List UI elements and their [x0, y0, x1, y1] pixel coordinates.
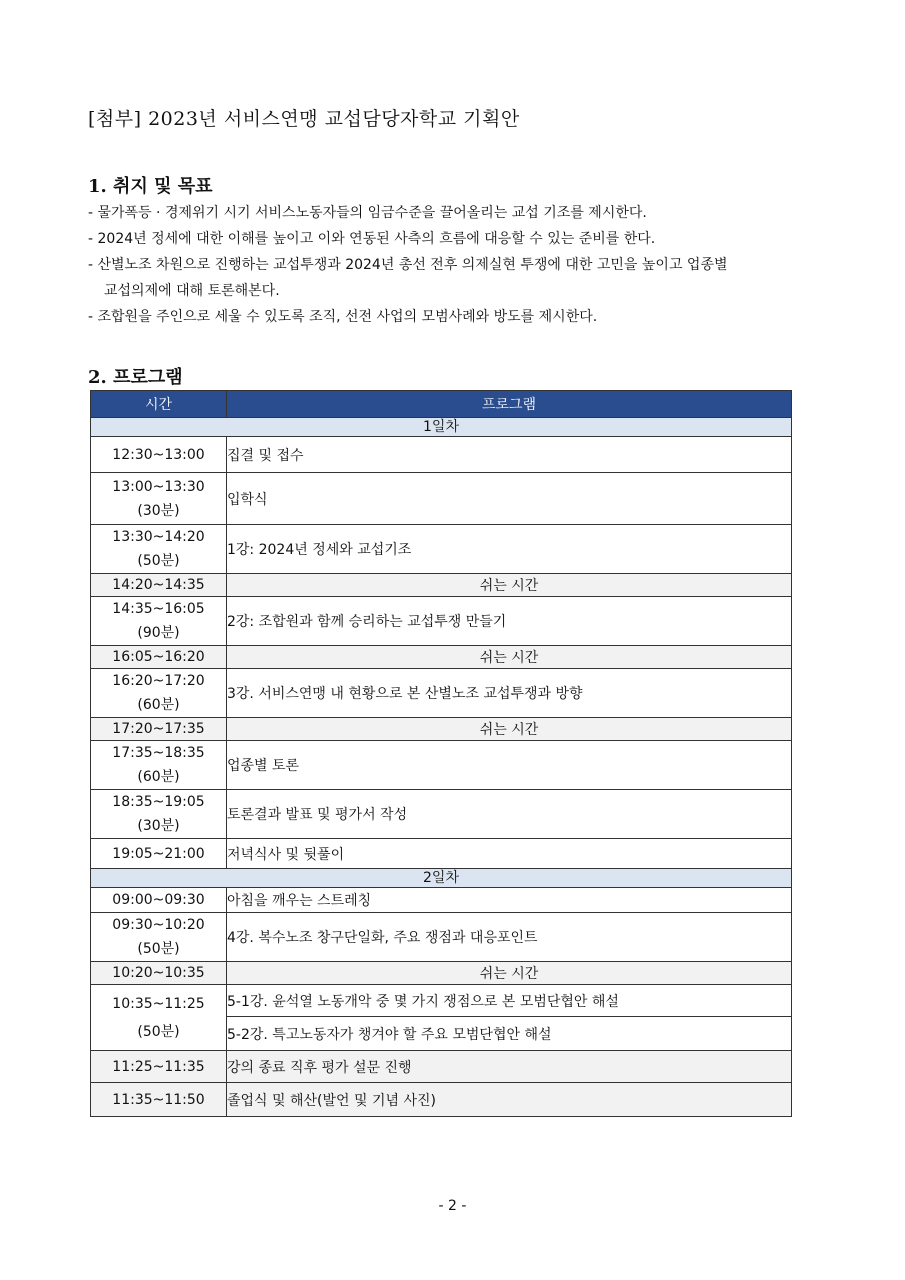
time-cell: 13:30~14:20 (50분)	[91, 525, 227, 574]
program-cell: 3강. 서비스연맹 내 현황으로 본 산별노조 교섭투쟁과 방향	[227, 669, 792, 718]
time-cell: 18:35~19:05 (30분)	[91, 790, 227, 839]
program-cell: 집결 및 접수	[227, 437, 792, 473]
program-cell: 쉬는 시간	[227, 962, 792, 985]
time-cell: 09:00~09:30	[91, 888, 227, 913]
document-title: [첨부] 2023년 서비스연맹 교섭담당자학교 기획안	[88, 108, 520, 130]
table-row	[91, 473, 792, 525]
time-cell: 17:35~18:35 (60분)	[91, 741, 227, 790]
table-row	[91, 985, 792, 1017]
day2-label: 2일차	[91, 869, 792, 888]
program-cell: 1강: 2024년 정세와 교섭기조	[227, 525, 792, 574]
table-row	[91, 669, 792, 718]
goal-line-3: - 산별노조 차원으로 진행하는 교섭투쟁과 2024년 총선 전후 의제실현 투쟁에 대한 고민을 높이고 업종별	[88, 257, 728, 273]
goal-line-1: - 물가폭등 · 경제위기 시기 서비스노동자들의 임금수준을 끌어올리는 교섭 기조를 제시한다.	[88, 205, 647, 221]
table-row	[91, 1051, 792, 1083]
time-cell: 17:20~17:35	[91, 718, 227, 741]
time-cell: 11:25~11:35	[91, 1051, 227, 1083]
program-cell: 업종별 토론	[227, 741, 792, 790]
section1-heading: 1. 취지 및 목표	[88, 176, 213, 197]
table-row	[91, 437, 792, 473]
program-cell: 5-2강. 특고노동자가 챙겨야 할 주요 모범단협안 해설	[227, 1017, 792, 1051]
table-row	[91, 888, 792, 913]
header-time: 시간	[91, 391, 227, 418]
program-cell: 입학식	[227, 473, 792, 525]
break-row	[91, 718, 792, 741]
time-cell: 16:20~17:20 (60분)	[91, 669, 227, 718]
table-row	[91, 525, 792, 574]
goal-line-3-cont: 교섭의제에 대해 토론해본다.	[104, 283, 280, 299]
goal-line-2: - 2024년 정세에 대한 이해를 높이고 이와 연동된 사측의 흐름에 대응할 수 있는 준비를 한다.	[88, 231, 656, 247]
page-number: - 2 -	[438, 1198, 467, 1214]
table-row	[91, 839, 792, 869]
time-cell: 16:05~16:20	[91, 646, 227, 669]
program-cell: 2강: 조합원과 함께 승리하는 교섭투쟁 만들기	[227, 597, 792, 646]
program-cell: 아침을 깨우는 스트레칭	[227, 888, 792, 913]
header-program: 프로그램	[227, 391, 792, 418]
program-cell: 졸업식 및 해산(발언 및 기념 사진)	[227, 1083, 792, 1117]
table-row	[91, 1083, 792, 1117]
break-row	[91, 962, 792, 985]
program-cell: 쉬는 시간	[227, 718, 792, 741]
table-row	[91, 597, 792, 646]
program-cell: 토론결과 발표 및 평가서 작성	[227, 790, 792, 839]
time-cell: 11:35~11:50	[91, 1083, 227, 1117]
time-cell: 10:35~11:25 (50분)	[91, 985, 227, 1051]
time-cell: 14:20~14:35	[91, 574, 227, 597]
break-row	[91, 646, 792, 669]
program-cell: 쉬는 시간	[227, 574, 792, 597]
program-cell: 강의 종료 직후 평가 설문 진행	[227, 1051, 792, 1083]
program-cell: 저녁식사 및 뒷풀이	[227, 839, 792, 869]
program-table	[90, 390, 792, 1117]
time-cell: 12:30~13:00	[91, 437, 227, 473]
section1-body	[88, 200, 828, 330]
time-cell: 10:20~10:35	[91, 962, 227, 985]
table-row	[91, 790, 792, 839]
time-cell: 09:30~10:20 (50분)	[91, 913, 227, 962]
break-row	[91, 574, 792, 597]
time-cell: 19:05~21:00	[91, 839, 227, 869]
table-row	[91, 913, 792, 962]
program-cell: 쉬는 시간	[227, 646, 792, 669]
day1-label: 1일차	[91, 418, 792, 437]
time-cell: 13:00~13:30 (30분)	[91, 473, 227, 525]
time-cell: 14:35~16:05 (90분)	[91, 597, 227, 646]
program-cell: 4강. 복수노조 창구단일화, 주요 쟁점과 대응포인트	[227, 913, 792, 962]
goal-line-4: - 조합원을 주인으로 세울 수 있도록 조직, 선전 사업의 모범사례와 방도를 제시한다.	[88, 309, 598, 325]
program-cell: 5-1강. 윤석열 노동개악 중 몇 가지 쟁점으로 본 모범단협안 해설	[227, 985, 792, 1017]
section2-heading: 2. 프로그램	[88, 367, 183, 388]
table-row	[91, 741, 792, 790]
